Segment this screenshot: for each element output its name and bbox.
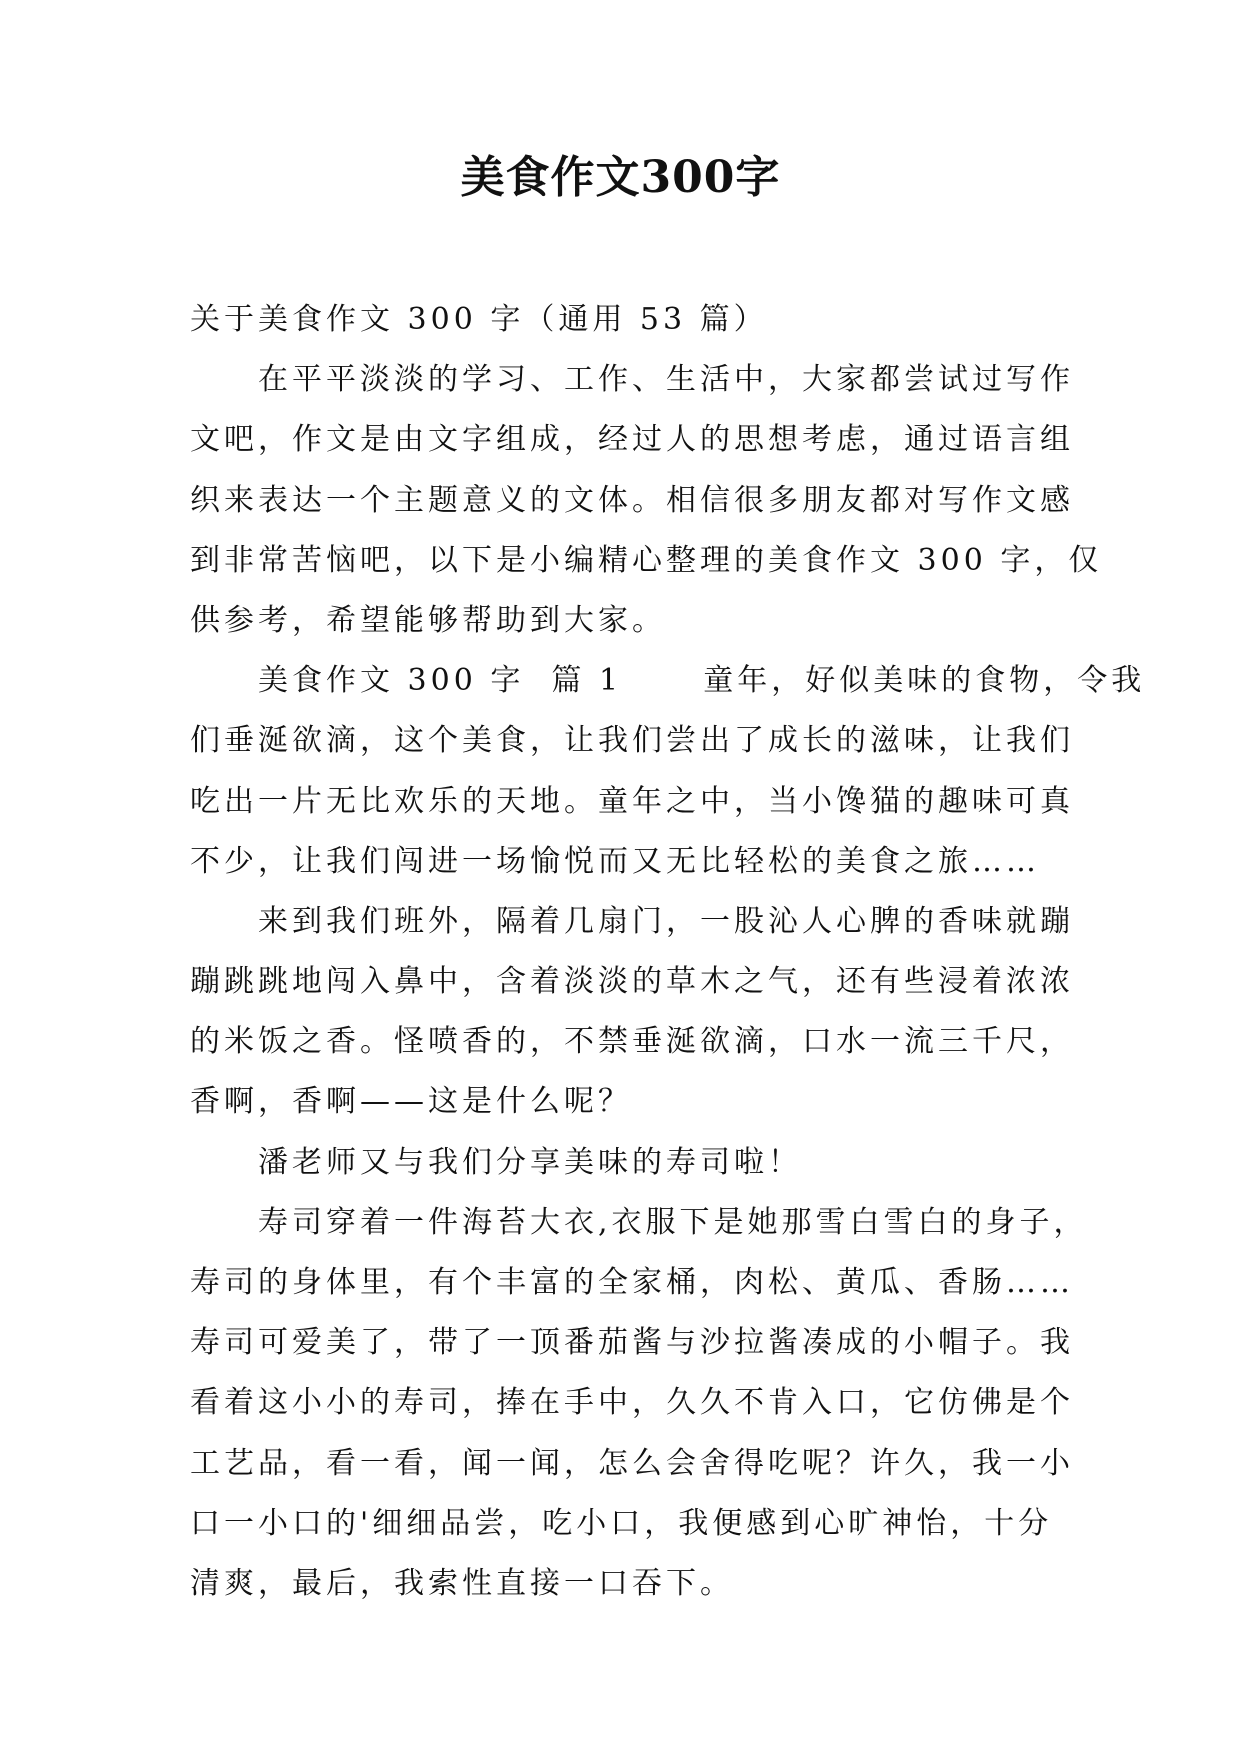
paragraph-line: 的米饭之香。怪喷香的，不禁垂涎欲滴，口水一流三千尺， [190,1024,1074,1060]
paragraph-line: 香啊，香啊——这是什么呢？ [190,1084,632,1120]
document-body [190,290,1146,1614]
paragraph-line: 看着这小小的寿司，捧在手中，久久不肯入口，它仿佛是个 [190,1385,1074,1421]
paragraph-line: 寿司可爱美了，带了一顶番茄酱与沙拉酱凑成的小帽子。我 [190,1325,1074,1361]
paragraph-line: 美食作文 300 字 篇 1 童年，好似美味的食物，令我 [258,663,1146,699]
paragraph-line: 蹦跳跳地闯入鼻中，含着淡淡的草木之气，还有些浸着浓浓 [190,964,1074,1000]
document-title: 美食作文300字 [460,152,781,203]
paragraph-line: 供参考，希望能够帮助到大家。 [190,602,666,638]
paragraph-line: 到非常苦恼吧，以下是小编精心整理的美食作文 300 字，仅 [190,542,1103,578]
paragraph-line: 们垂涎欲滴，这个美食，让我们尝出了成长的滋味，让我们 [190,723,1074,759]
subtitle-line: 关于美食作文 300 字（通用 53 篇） [190,302,768,337]
paragraph-line: 来到我们班外，隔着几扇门，一股沁人心脾的香味就蹦 [258,903,1074,939]
paragraph-line: 清爽，最后，我索性直接一口吞下。 [190,1565,734,1601]
paragraph-line: 潘老师又与我们分享美味的寿司啦！ [258,1144,802,1180]
paragraph-line: 不少，让我们闯进一场愉悦而又无比轻松的美食之旅…… [190,843,1040,879]
paragraph-line: 寿司的身体里，有个丰富的全家桶，肉松、黄瓜、香肠…… [190,1265,1074,1300]
paragraph-line: 在平平淡淡的学习、工作、生活中，大家都尝试过写作 [258,362,1074,398]
paragraph-line: 织来表达一个主题意义的文体。相信很多朋友都对写作文感 [190,482,1074,518]
paragraph-line: 吃出一片无比欢乐的天地。童年之中，当小馋猫的趣味可真 [190,783,1074,819]
paragraph-line: 口一小口的'细细品尝，吃小口，我便感到心旷神怡，十分 [190,1505,1053,1541]
paragraph-line: 文吧，作文是由文字组成，经过人的思想考虑，通过语言组 [190,422,1074,458]
paragraph-line: 寿司穿着一件海苔大衣,衣服下是她那雪白雪白的身子， [258,1204,1088,1240]
paragraph-line: 工艺品，看一看，闻一闻，怎么会舍得吃呢？许久，我一小 [190,1445,1074,1481]
